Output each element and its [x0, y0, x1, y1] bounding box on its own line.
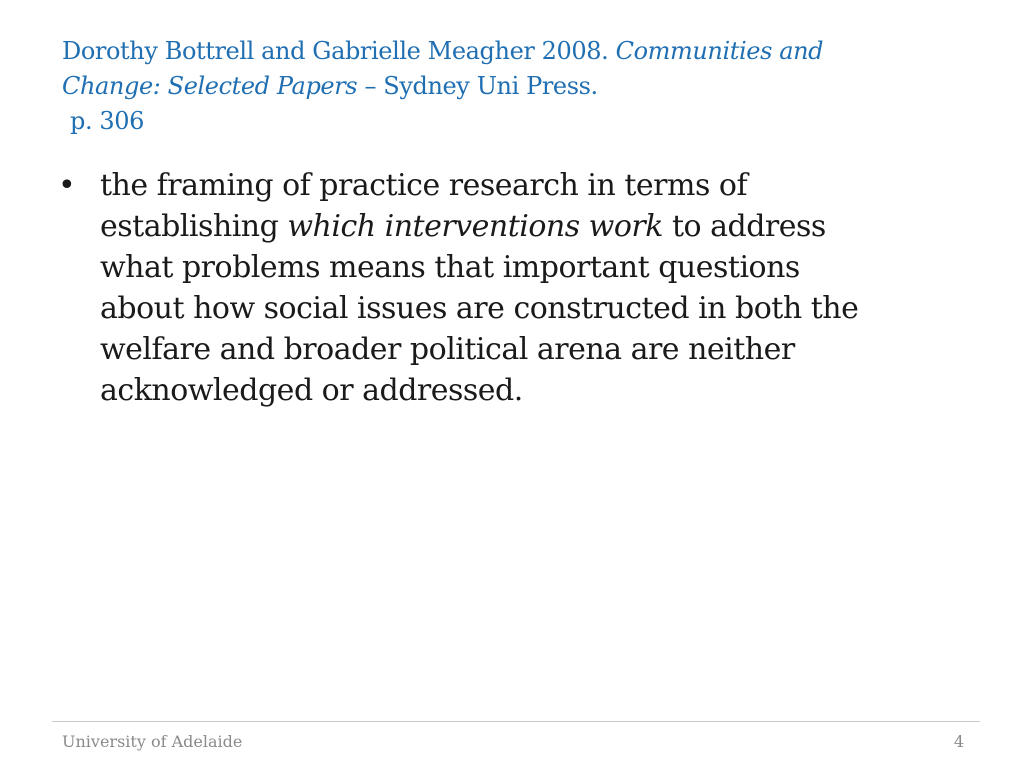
bullet-line-2-end: to address — [662, 209, 826, 244]
title-book-title-part-1: Communities and — [615, 37, 824, 65]
bullet-line-4: about how social issues are constructed in both the — [100, 291, 859, 326]
bullet-marker: • — [58, 168, 76, 203]
bullet-list — [58, 165, 958, 411]
bullet-line-5: welfare and broader political arena are neither — [100, 332, 795, 367]
bullet-line-2 — [100, 206, 958, 247]
bullet-item — [58, 165, 958, 411]
slide-title — [62, 34, 962, 139]
bullet-line-1: the framing of practice research in terms of — [100, 168, 748, 203]
title-line-1 — [62, 34, 962, 69]
bullet-line-6: acknowledged or addressed. — [100, 373, 523, 408]
bullet-line-2-start: establishing — [100, 209, 288, 244]
title-authors-year: Dorothy Bottrell and Gabrielle Meagher 2008. — [62, 37, 616, 65]
footer-institution: University of Adelaide — [62, 732, 243, 751]
title-publisher: – Sydney Uni Press. — [357, 72, 598, 100]
title-book-title-part-2: Change: Selected Papers — [62, 72, 358, 100]
title-line-2 — [62, 69, 962, 104]
footer-divider — [52, 721, 980, 722]
title-page-reference: p. 306 — [70, 107, 145, 135]
bullet-emphasis: which interventions work — [287, 209, 663, 244]
bullet-line-3: what problems means that important questions — [100, 250, 800, 285]
slide-number: 4 — [953, 732, 964, 751]
